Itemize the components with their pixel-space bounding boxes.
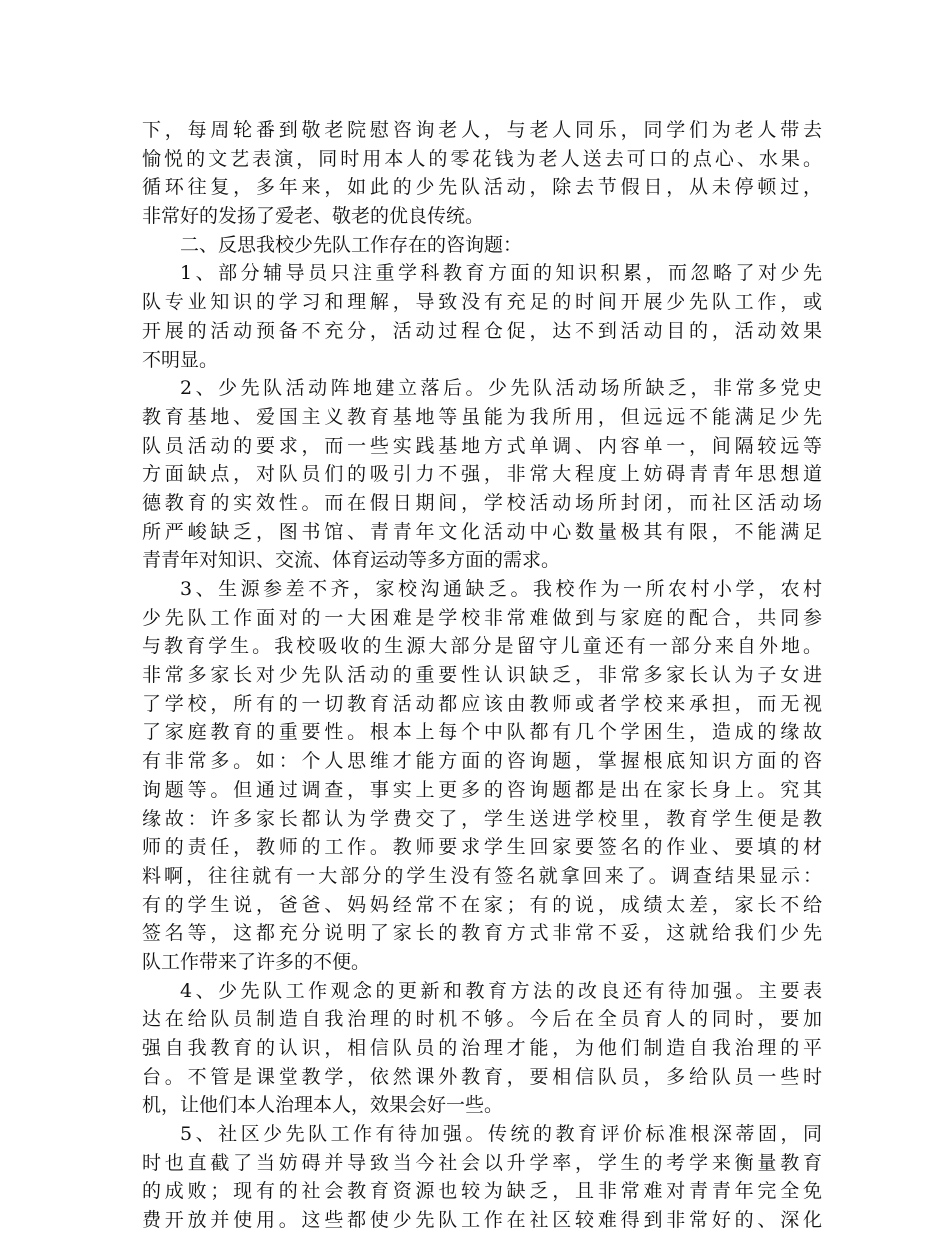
text-line: 机，让他们本人治理本人，效果会好一些。 bbox=[142, 1094, 504, 1117]
text-line: 料啊，往往就有一大部分的学生没有签名就拿回来了。调查结果显示： bbox=[142, 864, 822, 887]
text-line: 下，每周轮番到敬老院慰咨询老人，与老人同乐，同学们为老人带去 bbox=[142, 119, 822, 141]
text-line: 1、部分辅导员只注重学科教育方面的知识积累，而忽略了对少先 bbox=[180, 262, 822, 285]
text-line: 德教育的实效性。而在假日期间，学校活动场所封闭，而社区活动场 bbox=[142, 491, 822, 514]
text-line: 非常好的发扬了爱老、敬老的优良传统。 bbox=[142, 205, 485, 228]
text-line: 有的学生说，爸爸、妈妈经常不在家；有的说，成绩太差，家长不给 bbox=[142, 893, 822, 916]
text-line: 有非常多。如：个人思维才能方面的咨询题，掌握根底知识方面的咨 bbox=[142, 750, 822, 773]
text-line: 台。不管是课堂教学，依然课外教育，要相信队员，多给队员一些时 bbox=[142, 1065, 822, 1088]
text-line: 队工作带来了许多的不便。 bbox=[142, 950, 371, 973]
text-line: 5、社区少先队工作有待加强。传统的教育评价标准根深蒂固，同 bbox=[180, 1123, 822, 1146]
text-line: 了家庭教育的重要性。根本上每个中队都有几个学困生，造成的缘故 bbox=[142, 721, 822, 744]
text-line: 队专业知识的学习和理解，导致没有充足的时间开展少先队工作，或 bbox=[142, 291, 822, 314]
text-line: 不明显。 bbox=[142, 348, 219, 371]
text-line: 了学校，所有的一切教育活动都应该由教师或者学校来承担，而无视 bbox=[142, 692, 822, 715]
text-line: 方面缺点，对队员们的吸引力不强，非常大程度上妨碍青青年思想道 bbox=[142, 463, 822, 486]
text-line: 与教育学生。我校吸收的生源大部分是留守儿童还有一部分来自外地。 bbox=[142, 635, 822, 658]
text-line: 缘故：许多家长都认为学费交了，学生送进学校里，教育学生便是教 bbox=[142, 807, 822, 830]
text-line: 费开放并使用。这些都使少先队工作在社区较难得到非常好的、深化 bbox=[142, 1209, 822, 1232]
text-line: 开展的活动预备不充分，活动过程仓促，达不到活动目的，活动效果 bbox=[142, 319, 822, 342]
text-line: 的成败；现有的社会教育资源也较为缺乏，且非常难对青青年完全免 bbox=[142, 1180, 822, 1203]
text-line: 2、少先队活动阵地建立落后。少先队活动场所缺乏，非常多党史 bbox=[180, 377, 822, 400]
section-heading: 二、反思我校少先队工作存在的咨询题： bbox=[180, 233, 523, 256]
text-line: 循环往复，多年来，如此的少先队活动，除去节假日，从未停顿过， bbox=[142, 176, 822, 199]
document-page bbox=[142, 116, 822, 1235]
text-line: 签名等，这都充分说明了家长的教育方式非常不妥，这就给我们少先 bbox=[142, 922, 822, 945]
text-line: 3、生源参差不齐，家校沟通缺乏。我校作为一所农村小学，农村 bbox=[180, 578, 822, 600]
text-line: 时也直截了当妨碍并导致当今社会以升学率，学生的考学来衡量教育 bbox=[142, 1151, 822, 1174]
text-line: 4、少先队工作观念的更新和教育方法的改良还有待加强。主要表 bbox=[180, 979, 822, 1002]
text-line: 非常多家长对少先队活动的重要性认识缺乏，非常多家长认为子女进 bbox=[142, 664, 822, 687]
text-line: 询题等。但通过调查，事实上更多的咨询题都是出在家长身上。究其 bbox=[142, 778, 822, 801]
text-line: 青青年对知识、交流、体育运动等多方面的需求。 bbox=[142, 549, 561, 572]
text-line: 强自我教育的认识，相信队员的治理才能，为他们制造自我治理的平 bbox=[142, 1037, 822, 1059]
text-line: 所严峻缺乏，图书馆、青青年文化活动中心数量极其有限，不能满足 bbox=[142, 520, 822, 543]
text-line: 教育基地、爱国主义教育基地等虽能为我所用，但远远不能满足少先 bbox=[142, 405, 822, 428]
text-line: 队员活动的要求，而一些实践基地方式单调、内容单一，间隔较远等 bbox=[142, 434, 822, 457]
text-line: 师的责任，教师的工作。教师要求学生回家要签名的作业、要填的材 bbox=[142, 836, 822, 859]
text-line: 少先队工作面对的一大困难是学校非常难做到与家庭的配合，共同参 bbox=[142, 606, 822, 629]
text-line: 愉悦的文艺表演，同时用本人的零花钱为老人送去可口的点心、水果。 bbox=[142, 147, 822, 170]
text-line: 达在给队员制造自我治理的时机不够。今后在全员育人的同时，要加 bbox=[142, 1008, 822, 1031]
